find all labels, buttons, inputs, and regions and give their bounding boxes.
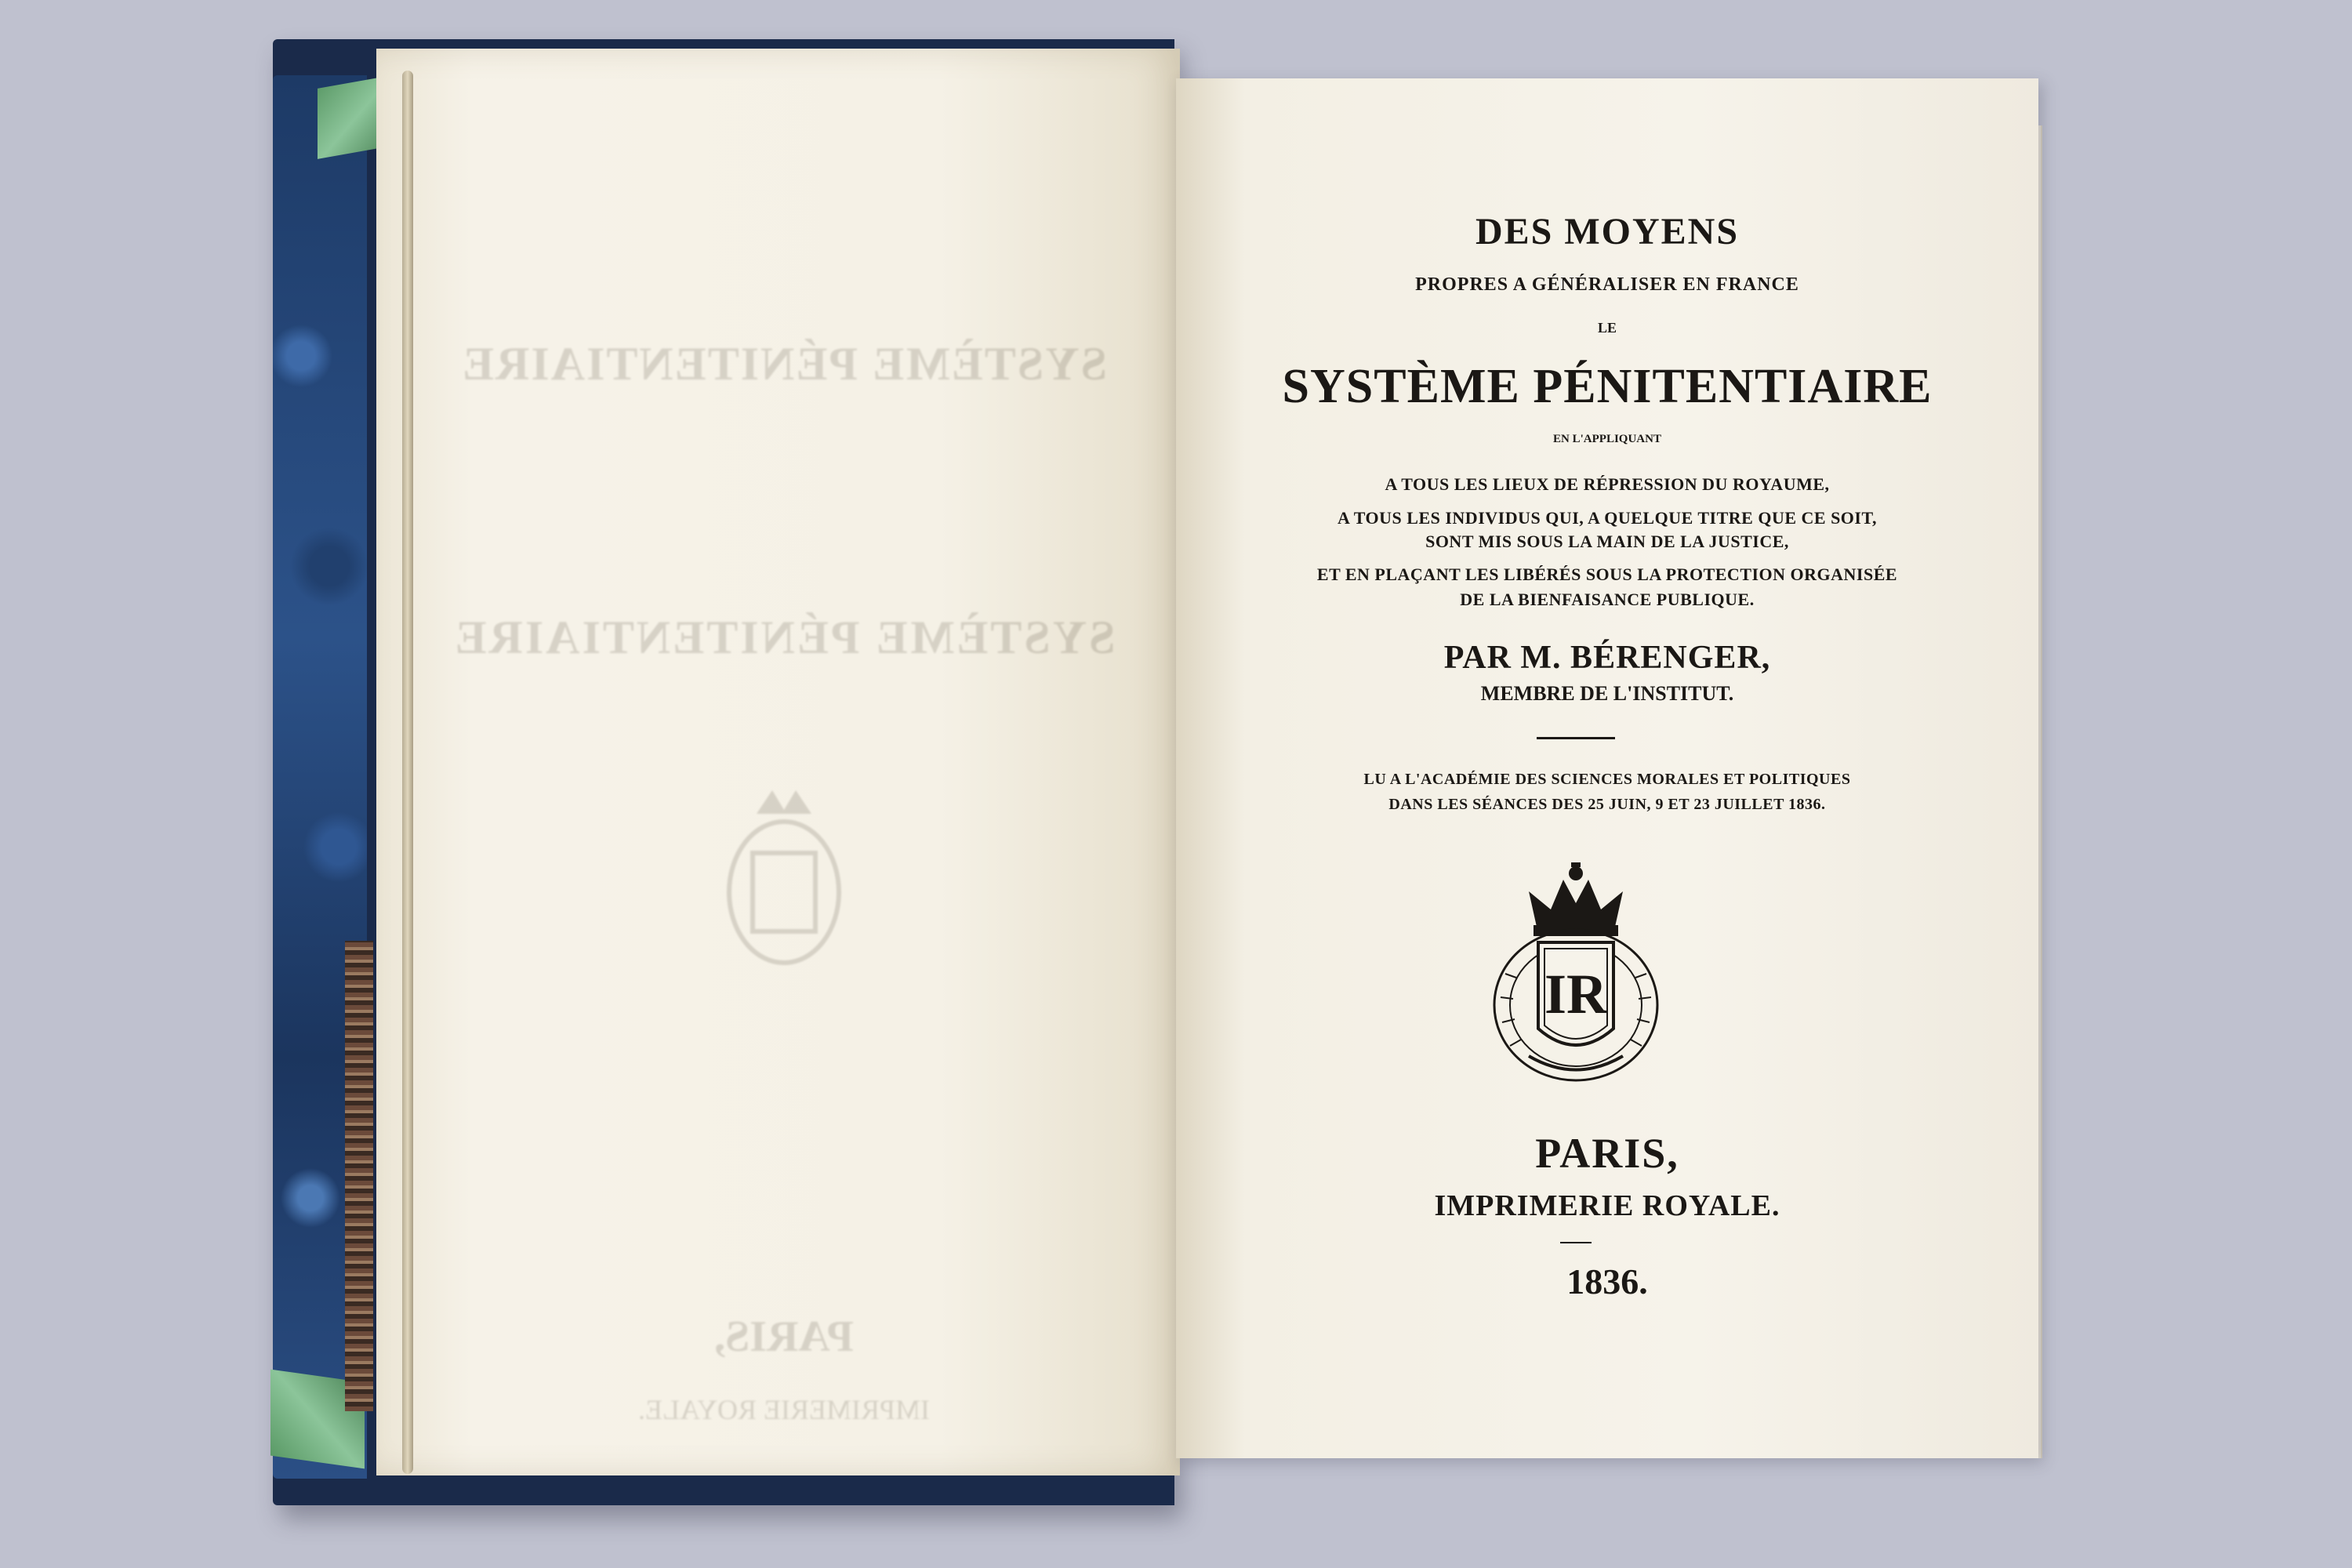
imprint-publisher: IMPRIMERIE ROYALE. (1434, 1189, 1780, 1222)
imprint-rule (1560, 1242, 1592, 1243)
subtitle-line-2: A TOUS LES INDIVIDUS QUI, A QUELQUE TITRE QUE CE SOIT, (1337, 508, 1878, 528)
author-affiliation: MEMBRE DE L'INSTITUT. (1480, 682, 1734, 705)
marbled-endpaper (345, 941, 373, 1411)
crest-monogram: IR (1544, 963, 1608, 1025)
imprint-year: 1836. (1566, 1261, 1648, 1301)
imprint-city: PARIS, (1535, 1130, 1679, 1177)
title-line-sub: PROPRES A GÉNÉRALISER EN FRANCE (1415, 274, 1799, 295)
title-line-le: LE (1597, 320, 1617, 336)
subtitle-line-5: DE LA BIENFAISANCE PUBLIQUE. (1460, 590, 1755, 609)
ghost-publisher: IMPRIMERIE ROYALE. (638, 1394, 931, 1425)
title-rule (1537, 737, 1615, 739)
subtitle-line-3: SONT MIS SOUS LA MAIN DE LA JUSTICE, (1425, 532, 1789, 551)
ghost-main-title: SYSTÈME PÉNITENTIAIRE (461, 338, 1107, 390)
show-through-text (439, 314, 1129, 1425)
ghost-crest-icon (717, 775, 851, 971)
title-line-en: EN L'APPLIQUANT (1553, 433, 1661, 445)
author-line: PAR M. BÉRENGER, (1443, 640, 1771, 676)
royal-crest-icon (1482, 856, 1670, 1091)
read-note-line-2: DANS LES SÉANCES DES 25 JUIN, 9 ET 23 JUILLET 1836. (1388, 796, 1826, 813)
subtitle-line-4: ET EN PLAÇANT LES LIBÉRÉS SOUS LA PROTECTION ORGANISÉE (1316, 564, 1898, 584)
ghost-city: PARIS, (714, 1312, 854, 1361)
title-line-top: DES MOYENS (1475, 211, 1740, 252)
elastic-band (402, 71, 413, 1474)
main-title: SYSTÈME PÉNITENTIAIRE (1282, 360, 1933, 413)
ghost-main-title-repeat: SYSTÈME PÉNITENTIAIRE (452, 612, 1116, 663)
read-note-line-1: LU A L'ACADÉMIE DES SCIENCES MORALES ET POLITIQUES (1363, 771, 1851, 788)
subtitle-line-1: A TOUS LES LIEUX DE RÉPRESSION DU ROYAUME, (1385, 474, 1830, 494)
